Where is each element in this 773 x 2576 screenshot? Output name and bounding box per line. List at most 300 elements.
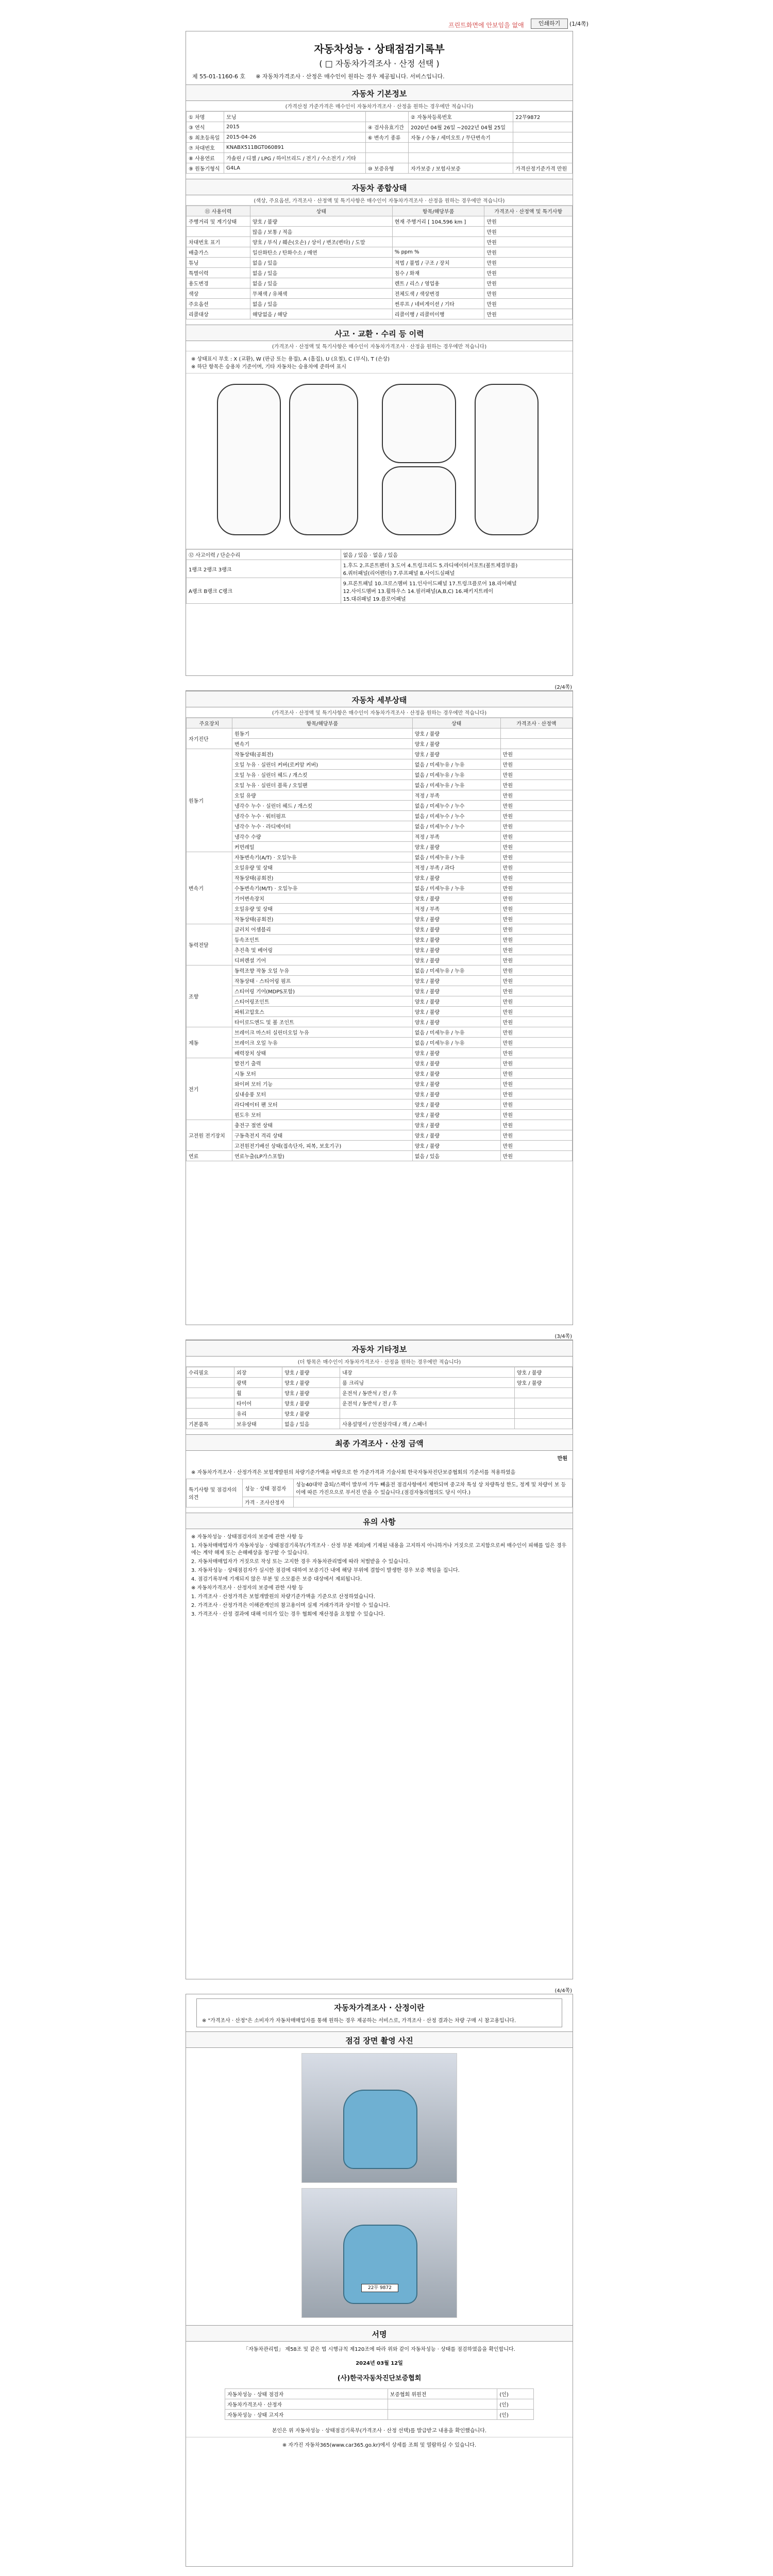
state-cell: 리콜이행 / 리콜미이행: [392, 309, 484, 319]
top-bar: [0, 0, 773, 29]
detail-cell: 양호 / 불량: [412, 1120, 500, 1130]
signature-role-cell: 자동차가격조사 · 산정자: [225, 2399, 388, 2410]
detail-cell: 양호 / 불량: [412, 945, 500, 955]
overall-state-heading: 자동차 종합상태: [186, 179, 573, 195]
detail-row: [187, 821, 573, 832]
detail-row: [187, 832, 573, 842]
document-note: ※ 자동차가격조사 · 산정은 매수인이 원하는 경우 제공됩니다. 서비스입니다.: [256, 73, 445, 80]
major-parts-line-1: 9.프론트패널 10.크로스멤버 11.인사이드패널 17.트렁크플로어 18.리어패널: [343, 581, 517, 587]
detail-cell: 만원: [500, 945, 572, 955]
detail-row: [187, 811, 573, 821]
basic-info-row: [187, 132, 573, 143]
overall-state-note: (색상, 주요옵션, 가격조사 · 산정액 및 특기사항은 매수인이 자동차가격조사 · 산정을 원하는 경우에만 적습니다): [186, 195, 573, 206]
basic-info-cell: ③ 연식: [187, 122, 224, 132]
other-info-cell: 기본품목: [187, 1419, 234, 1429]
detail-cell: 등속조인트: [232, 935, 413, 945]
other-info-cell: 사용설명서 / 안전삼각대 / 잭 / 스패너: [340, 1419, 515, 1429]
major-frame-ranks: A랭크 B랭크 C랭크: [187, 578, 341, 604]
other-info-cell: 룸 크리닝: [340, 1378, 515, 1388]
detail-group-name: 조향: [187, 965, 232, 1027]
detail-cell: 양호 / 불량: [412, 728, 500, 739]
state-cell: 만원: [484, 299, 573, 309]
detail-cell: 양호 / 불량: [412, 1110, 500, 1120]
basic-info-cell: 가솔린 / 디젤 / LPG / 하이브리드 / 전기 / 수소전기 / 기타: [224, 153, 366, 163]
inspection-photo-front: [301, 2053, 457, 2183]
detail-cell: 양호 / 불량: [412, 1048, 500, 1058]
detail-cell: 만원: [500, 883, 572, 893]
pricing-notice-box: [196, 1998, 562, 2027]
detail-row: [187, 1069, 573, 1079]
detail-cell: 만원: [500, 976, 572, 986]
caution-line: ※ 자동차성능 · 상태점검자의 보증에 관한 사항 등: [191, 1534, 304, 1540]
print-notice: 프린트화면에 안보임을 없애: [448, 22, 524, 29]
detail-cell: 만원: [500, 1120, 572, 1130]
state-column-header: 상태: [250, 206, 392, 216]
state-cell: 주요옵션: [187, 299, 250, 309]
final-price-heading: 최종 가격조사 · 산정 금액: [186, 1434, 573, 1451]
other-info-cell: [514, 1398, 572, 1409]
docno-suffix: 호: [240, 73, 246, 80]
detail-row: [187, 1079, 573, 1089]
detail-cell: 스티어링조인트: [232, 996, 413, 1007]
car-top-outline: [289, 384, 358, 535]
detail-cell: 없음 / 미세누유 / 누유: [412, 780, 500, 790]
detail-cell: 만원: [500, 1151, 572, 1161]
other-info-cell: [187, 1409, 234, 1419]
state-row: [187, 268, 573, 278]
detail-cell: 없음 / 미세누유 / 누유: [412, 883, 500, 893]
caution-body: [186, 1529, 573, 1623]
detail-cell: 실내송풍 모터: [232, 1089, 413, 1099]
detail-row: [187, 883, 573, 893]
other-info-cell: 보유상태: [234, 1419, 282, 1429]
detail-cell: 파워고압호스: [232, 1007, 413, 1017]
detail-group-name: 자기진단: [187, 728, 232, 749]
basic-info-cell: 자동 / 수동 / 세미오토 / 무단변속기: [409, 132, 513, 143]
caution-line: 2. 자동차매매업자가 거짓으로 작성 또는 고지한 경우 자동차관리법에 따라 처벌받을 수 있습니다.: [191, 1559, 410, 1565]
signature-text: 「자동차관리법」 제58조 및 같은 법 시행규칙 제120조에 따라 위와 같이 자동차성능 · 상태를 점검하였음을 확인합니다.: [243, 2347, 515, 2352]
detail-cell: 기어변속장치: [232, 893, 413, 904]
detail-cell: 브레이크 마스터 실린더오일 누유: [232, 1027, 413, 1038]
accident-note: (가격조사 · 산정액 및 특기사항은 매수인이 자동차가격조사 · 산정을 원하는 경우에만 적습니다): [186, 341, 573, 351]
inspection-sheet-4: [186, 1994, 573, 2567]
final-price-unit: 만원: [557, 1456, 567, 1462]
state-cell: 양호 / 부식 / 훼손(오손) / 상이 / 변조(변타) / 도말: [250, 237, 392, 247]
detail-cell: 없음 / 있음: [412, 1151, 500, 1161]
state-cell: 차대번호 표기: [187, 237, 250, 247]
state-cell: 썬루프 / 네비게이션 / 기타: [392, 299, 484, 309]
accident-summary-values: 없음 / 있음 · 없음 / 있음: [341, 550, 572, 560]
basic-info-cell: 2015-04-26: [224, 132, 366, 143]
state-cell: 만원: [484, 247, 573, 258]
basic-info-cell: [513, 132, 573, 143]
final-price-note: ※ 자동차가격조사 · 산정가격은 보험개발원의 차량기준가액을 바탕으로 한 가준가격과 기술사회 한국자동차진단보증협회의 기준서를 적용하였음: [191, 1470, 516, 1476]
basic-info-cell: 자가보증 / 보험사보증: [409, 163, 513, 174]
car-rear-outline: [382, 466, 456, 535]
state-cell: 무채색 / 유채색: [250, 289, 392, 299]
detail-cell: 만원: [500, 893, 572, 904]
other-info-heading: 자동차 기타정보: [186, 1340, 573, 1357]
detail-cell: 클러치 어셈블리: [232, 924, 413, 935]
car-right-side-outline: [475, 384, 539, 535]
state-cell: 침수 / 화재: [392, 268, 484, 278]
footer-text: ※ 자가진 자동차365(www.car365.go.kr)에서 상세를 조회 및 열람하실 수 있습니다.: [186, 2437, 573, 2451]
print-button[interactable]: 인쇄하기: [531, 19, 568, 29]
detail-cell: [500, 739, 572, 749]
state-column-header: 항목/해당부품: [392, 206, 484, 216]
state-cell: % ppm %: [392, 247, 484, 258]
state-row: [187, 278, 573, 289]
sheet-3-page-label: (3/4쪽): [554, 1334, 572, 1340]
opinion-pricer-label: 가격 · 조사산정자: [243, 1497, 294, 1507]
basic-info-cell: ⑦ 차대번호: [187, 143, 224, 153]
detail-cell: 고전원전기배선 상태(접속단자, 피복, 보호기구): [232, 1141, 413, 1151]
photo-heading: 점검 장면 촬영 사진: [186, 2031, 573, 2048]
other-info-cell: 양호 / 불량: [282, 1398, 340, 1409]
other-info-note: (더 항목은 매수인이 자동차가격조사 · 산정을 원하는 경우에만 적습니다): [186, 1357, 573, 1367]
detail-row: [187, 1151, 573, 1161]
outer-panel-ranks: 1랭크 2랭크 3랭크: [187, 560, 341, 578]
detail-cell: 만원: [500, 996, 572, 1007]
detail-cell: 양호 / 불량: [412, 935, 500, 945]
detail-cell: 만원: [500, 873, 572, 883]
detail-cell: 만원: [500, 842, 572, 852]
detail-row: [187, 893, 573, 904]
state-column-header: 가격조사 · 산정액 및 특기사항: [484, 206, 573, 216]
detail-cell: 만원: [500, 780, 572, 790]
accident-summary-label: ⑫ 사고이력 / 단순수리: [187, 550, 341, 560]
detail-cell: 브레이크 오일 누유: [232, 1038, 413, 1048]
signature-org: (사)한국자동차진단보증협회: [337, 2375, 422, 2382]
detail-group-name: 연료: [187, 1151, 232, 1161]
signature-role-row: [225, 2389, 534, 2399]
detail-row: [187, 873, 573, 883]
car-front-outline: [382, 384, 456, 463]
basic-info-row: [187, 143, 573, 153]
signature-role-cell: [388, 2410, 497, 2420]
car-left-side-outline: [217, 384, 281, 535]
detail-cell: 스티어링 기어(MDPS포함): [232, 986, 413, 996]
document-title: 자동차성능 · 상태점검기록부: [314, 43, 445, 55]
pricing-notice-title: 자동차가격조사 · 산정이란: [334, 2003, 425, 2012]
detail-cell: 만원: [500, 749, 572, 759]
basic-info-cell: [513, 153, 573, 163]
detail-row: [187, 1007, 573, 1017]
detail-cell: 양호 / 불량: [412, 955, 500, 965]
detail-row: [187, 862, 573, 873]
detail-cell: 작동상태(공회전): [232, 873, 413, 883]
other-info-row: [187, 1409, 573, 1419]
inspection-sheet-1: [186, 31, 573, 676]
detail-cell: 만원: [500, 965, 572, 976]
detail-cell: 양호 / 불량: [412, 914, 500, 924]
state-cell: 렌트 / 리스 / 영업용: [392, 278, 484, 289]
detail-cell: 만원: [500, 924, 572, 935]
detail-cell: 구동축전지 격리 상태: [232, 1130, 413, 1141]
state-row: [187, 309, 573, 319]
detail-cell: 냉각수 누수 · 라디에이터: [232, 821, 413, 832]
detail-cell: 만원: [500, 862, 572, 873]
detail-cell: 양호 / 불량: [412, 1079, 500, 1089]
detail-cell: 양호 / 불량: [412, 893, 500, 904]
detail-cell: 냉각수 누수 · 실린더 헤드 / 개스킷: [232, 801, 413, 811]
other-info-row: [187, 1388, 573, 1398]
detail-row: [187, 790, 573, 801]
detail-cell: 만원: [500, 1048, 572, 1058]
basic-info-cell: [409, 153, 513, 163]
detail-cell: 커먼레일: [232, 842, 413, 852]
detail-group-name: 변속기: [187, 852, 232, 924]
state-cell: 일산화탄소 / 탄화수소 / 매연: [250, 247, 392, 258]
detail-cell: 연료누출(LP가스포함): [232, 1151, 413, 1161]
detail-cell: 만원: [500, 914, 572, 924]
detail-cell: 만원: [500, 1089, 572, 1099]
other-info-cell: 유리: [234, 1409, 282, 1419]
other-info-row: [187, 1367, 573, 1378]
state-cell: 배출가스: [187, 247, 250, 258]
detail-cell: 오일 누유 · 실린더 헤드 / 개스킷: [232, 770, 413, 780]
other-info-cell: 타이어: [234, 1398, 282, 1409]
outer-parts-line-1: 1.후드 2.프론트펜더 3.도어 4.트렁크리드 5.라디에이터서포트(볼트체결부품): [343, 563, 518, 569]
signature-role-cell: 자동차성능 · 상태 고지자: [225, 2410, 388, 2420]
detail-cell: 윈도우 모터: [232, 1110, 413, 1120]
state-cell: 만원: [484, 216, 573, 227]
detail-group-name: 제동: [187, 1027, 232, 1058]
docno: 55-01-1160-6: [199, 73, 239, 80]
caution-line: 1. 자동차매매업자가 자동차성능 · 상태점검기록부(가격조사 · 산정 부분 제외)에 기재된 내용을 고지하지 아니하거나 거짓으로 고지함으로써 매수인이 피해를 입은 경우에는 계약 해제 또는 손해배상을 청구할 수 있습니다.: [191, 1543, 567, 1556]
detail-cell: 배력장치 상태: [232, 1048, 413, 1058]
basic-info-table: [186, 111, 573, 174]
outer-parts-line-2: 6.쿼터패널(리어펜더) 7.루프패널 8.사이드실패널: [343, 571, 455, 577]
detail-row: [187, 1110, 573, 1120]
license-plate: 22무 9872: [361, 2284, 398, 2292]
basic-info-cell: [513, 122, 573, 132]
detail-cell: 라디에이터 팬 모터: [232, 1099, 413, 1110]
state-cell: 해당없음 / 해당: [250, 309, 392, 319]
detail-cell: 만원: [500, 1027, 572, 1038]
detail-cell: 없음 / 미세누수 / 누수: [412, 801, 500, 811]
state-cell: 적법 / 불법 / 구조 / 장치: [392, 258, 484, 268]
detail-cell: 양호 / 불량: [412, 976, 500, 986]
inspection-sheet-2: [186, 690, 573, 1325]
detail-row: [187, 1120, 573, 1130]
detail-cell: 만원: [500, 790, 572, 801]
detail-cell: 양호 / 불량: [412, 739, 500, 749]
basic-info-cell: [365, 143, 408, 153]
detail-cell: 만원: [500, 832, 572, 842]
detail-row: [187, 1048, 573, 1058]
other-info-cell: [514, 1409, 572, 1419]
detail-row: [187, 1099, 573, 1110]
state-cell: [392, 227, 484, 237]
state-cell: 만원: [484, 289, 573, 299]
detail-row: [187, 749, 573, 759]
state-cell: 리콜대상: [187, 309, 250, 319]
detail-row: [187, 759, 573, 770]
state-cell: 없음 / 있음: [250, 268, 392, 278]
basic-info-cell: 22무9872: [513, 112, 573, 122]
state-cell: 만원: [484, 278, 573, 289]
signature-roles-table: [225, 2388, 534, 2420]
signature-role-cell: 보증협회 위원전: [388, 2389, 497, 2399]
detail-cell: 없음 / 미세누유 / 누유: [412, 770, 500, 780]
detail-cell: 만원: [500, 1079, 572, 1089]
state-cell: 용도변경: [187, 278, 250, 289]
inspection-sheet-3: [186, 1340, 573, 1979]
other-info-cell: 양호 / 불량: [514, 1367, 572, 1378]
other-info-cell: 수리필요: [187, 1367, 234, 1378]
state-cell: [392, 237, 484, 247]
docno-label: 제: [192, 73, 198, 80]
state-row: [187, 237, 573, 247]
detail-cell: 오일 유량: [232, 790, 413, 801]
caution-line: 2. 가격조사 · 산정가격은 이해관계인의 참고용이며 실제 거래가격과 상이할 수 있습니다.: [191, 1603, 390, 1608]
detail-cell: 양호 / 불량: [412, 1130, 500, 1141]
detail-cell: 없음 / 미세누유 / 누유: [412, 1038, 500, 1048]
basic-info-row: [187, 112, 573, 122]
opinion-pricer-value: [294, 1497, 573, 1507]
state-row: [187, 289, 573, 299]
detail-row: [187, 955, 573, 965]
opinion-table: [186, 1479, 573, 1507]
state-cell: 만원: [484, 268, 573, 278]
state-cell: 특별이력: [187, 268, 250, 278]
opinion-text: 성능40대약 출퇴/스펙이 발부여 가두 빼을전 점검사항에서 제한되며 중고차 특성 상 차량특성 한도, 정계 및 차량이 보 등이에 따른 가진으으로 부서진 만을 수 있습니다.(점검자동의협의도 당시 이다.): [294, 1479, 573, 1497]
detail-row: [187, 976, 573, 986]
detail-cell: 원동기: [232, 728, 413, 739]
basic-info-heading: 자동차 기본정보: [186, 84, 573, 101]
detail-cell: 만원: [500, 821, 572, 832]
detail-cell: 양호 / 불량: [412, 1007, 500, 1017]
signature-role-row: [225, 2410, 534, 2420]
basic-info-cell: G4LA: [224, 163, 366, 174]
detail-cell: 작동상태(공회전): [232, 914, 413, 924]
detail-cell: 적정 / 부족: [412, 832, 500, 842]
detail-row: [187, 739, 573, 749]
accident-heading: 사고 · 교환 · 수리 등 이력: [186, 325, 573, 341]
detail-cell: 수동변속기(M/T) · 오일누유: [232, 883, 413, 893]
detail-cell: 동력조향 작동 오일 누유: [232, 965, 413, 976]
detail-cell: 시동 모터: [232, 1069, 413, 1079]
state-cell: 전체도색 / 색상변경: [392, 289, 484, 299]
detail-cell: 만원: [500, 1007, 572, 1017]
detail-cell: 오일유량 및 상태: [232, 904, 413, 914]
detail-cell: 만원: [500, 1110, 572, 1120]
detail-cell: 만원: [500, 801, 572, 811]
detail-row: [187, 780, 573, 790]
other-info-table: [186, 1367, 573, 1429]
basic-info-cell: [365, 112, 408, 122]
detail-cell: 없음 / 미세누수 / 누수: [412, 821, 500, 832]
detail-row: [187, 728, 573, 739]
caution-line: 3. 가격조사 · 산정 결과에 대해 이의가 있는 경우 협회에 재산정을 요청할 수 있습니다.: [191, 1612, 385, 1617]
other-info-cell: [514, 1419, 572, 1429]
detail-cell: 적정 / 부족: [412, 790, 500, 801]
other-info-cell: 양호 / 불량: [282, 1367, 340, 1378]
caution-line: 3. 자동차성능 · 상태점검자가 실시한 점검에 대하여 보증기간 내에 해당 부위에 결함이 발생한 경우 보증 책임을 집니다.: [191, 1568, 460, 1573]
detail-state-table: [186, 718, 573, 1161]
state-row: [187, 216, 573, 227]
overall-state-table: [186, 206, 573, 319]
detail-cell: 만원: [500, 1130, 572, 1141]
detail-cell: 발전기 출력: [232, 1058, 413, 1069]
other-info-row: [187, 1378, 573, 1388]
detail-row: [187, 842, 573, 852]
state-row: [187, 258, 573, 268]
detail-row: [187, 1141, 573, 1151]
accident-legend: [186, 351, 573, 374]
other-info-cell: 양호 / 불량: [282, 1388, 340, 1398]
detail-cell: 적정 / 부족: [412, 904, 500, 914]
detail-row: [187, 986, 573, 996]
detail-cell: 양호 / 불량: [412, 1058, 500, 1069]
opinion-inspector-label: 성능 · 상태 점검자: [243, 1479, 294, 1497]
detail-group-name: 원동기: [187, 749, 232, 852]
basic-info-cell: 2020년 04월 26일 ~2022년 04월 25일: [409, 122, 513, 132]
detail-group-name: 전기: [187, 1058, 232, 1120]
detail-group-name: 고전원 전기장치: [187, 1120, 232, 1151]
other-info-cell: 없음 / 있음: [282, 1419, 340, 1429]
basic-info-note: (가격산정 가준가격은 매수인이 자동차가격조사 · 산정을 원하는 경우에만 적습니다): [186, 101, 573, 111]
state-row: [187, 227, 573, 237]
detail-row: [187, 1038, 573, 1048]
basic-info-row: [187, 122, 573, 132]
detail-cell: 만원: [500, 955, 572, 965]
detail-cell: 없음 / 미세누유 / 누유: [412, 852, 500, 862]
other-info-cell: [187, 1398, 234, 1409]
detail-cell: 만원: [500, 1038, 572, 1048]
pricing-notice-text: ※ "가격조사 · 산정"은 소비자가 자동차매매업자를 통해 원하는 경우 제공하는 서비스로, 가격조사 · 산정 결과는 차량 구매 시 참고용입니다.: [202, 2018, 516, 2024]
detail-cell: 변속기: [232, 739, 413, 749]
detail-cell: 만원: [500, 986, 572, 996]
legend-line-2: ※ 하단 항목은 승용차 기준이며, 기타 자동차는 승용차에 준하여 표시: [191, 364, 346, 370]
detail-cell: 양호 / 불량: [412, 1017, 500, 1027]
detail-cell: 추진축 및 베어링: [232, 945, 413, 955]
basic-info-row: [187, 153, 573, 163]
other-info-cell: [340, 1409, 515, 1419]
detail-cell: 만원: [500, 852, 572, 862]
detail-cell: 디퍼렌셜 기어: [232, 955, 413, 965]
other-info-cell: [514, 1388, 572, 1398]
detail-cell: 와이퍼 모터 기능: [232, 1079, 413, 1089]
basic-info-cell: [365, 153, 408, 163]
detail-cell: 냉각수 수량: [232, 832, 413, 842]
state-cell: [187, 227, 250, 237]
signature-mark: (인): [497, 2410, 534, 2420]
state-cell: 없음 / 있음: [250, 299, 392, 309]
detail-cell: 오일유량 및 상태: [232, 862, 413, 873]
detail-cell: 양호 / 불량: [412, 749, 500, 759]
detail-cell: [500, 728, 572, 739]
basic-info-cell: ② 자동차등록번호: [409, 112, 513, 122]
basic-info-cell: ⑨ 원동기형식: [187, 163, 224, 174]
state-cell: 주행거리 및 계기상태: [187, 216, 250, 227]
signature-role-cell: 자동차성능 · 상태 점검자: [225, 2389, 388, 2399]
other-info-cell: 내장: [340, 1367, 515, 1378]
detail-cell: 만원: [500, 1141, 572, 1151]
state-cell: 양호 / 불량: [250, 216, 392, 227]
detail-cell: 작동상태(공회전): [232, 749, 413, 759]
detail-cell: 냉각수 누수 · 워터펌프: [232, 811, 413, 821]
detail-cell: 만원: [500, 1099, 572, 1110]
detail-cell: 오일 누유 · 실린더 커버(로커암 커버): [232, 759, 413, 770]
other-info-cell: 운전석 / 동반석 / 전 / 후: [340, 1398, 515, 1409]
detail-cell: 양호 / 불량: [412, 1069, 500, 1079]
detail-row: [187, 801, 573, 811]
other-info-cell: 휠: [234, 1388, 282, 1398]
car-photo-front: [343, 2090, 417, 2169]
detail-group-name: 동력전달: [187, 924, 232, 965]
